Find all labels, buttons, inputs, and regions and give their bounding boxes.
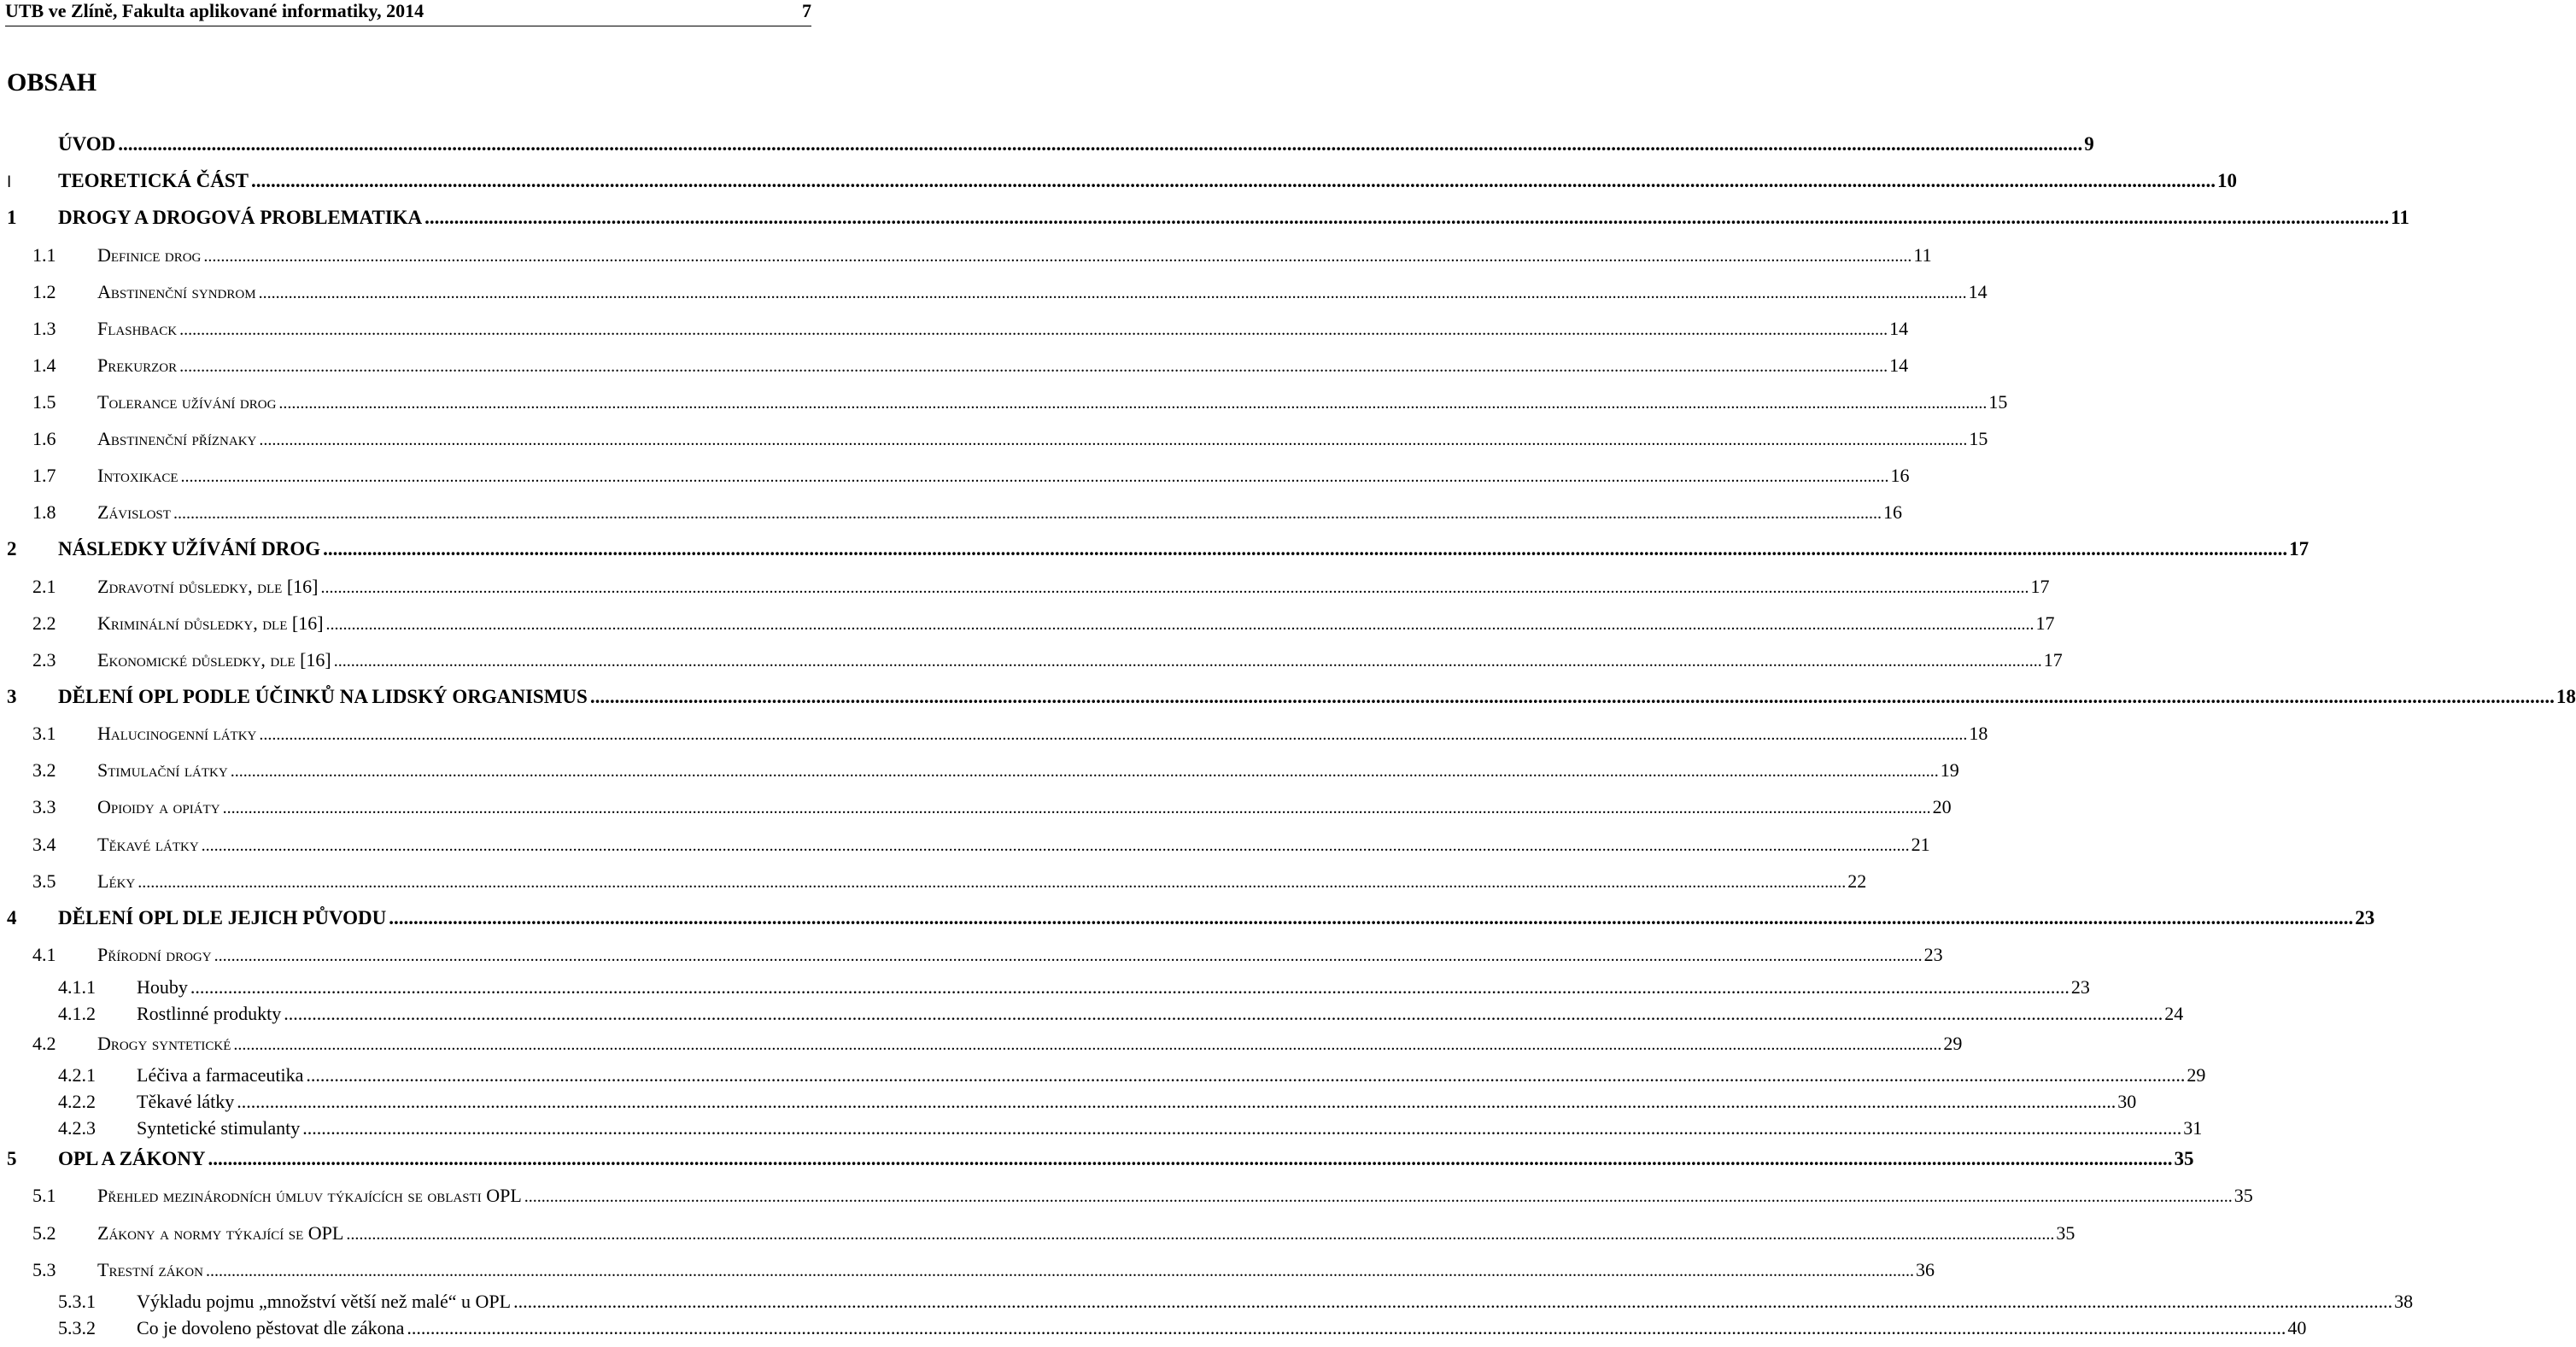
header-page-number: 7	[802, 0, 811, 21]
toc-entry-title: TEORETICKÁ ČÁST	[58, 170, 249, 191]
dot-leader: ................................................................................................................................................................................................................................................................................................................................................................................................................	[222, 799, 1931, 817]
toc-entry-number: 4	[7, 907, 17, 928]
dot-leader: ................................................................................................................................................................................................................................................................................................................................................................................................................	[259, 430, 1968, 449]
dot-leader: ................................................................................................................................................................................................................................................................................................................................................................................................................	[325, 615, 2034, 634]
dot-leader: ................................................................................................................................................................................................................................................................................................................................................................................................................	[278, 394, 1988, 413]
toc-entry-page: 14	[1889, 318, 1909, 339]
toc-entry-page: 29	[1943, 1033, 1963, 1054]
dot-leader: ................................................................................................................................................................................................................................................................................................................................................................................................................	[589, 686, 2555, 707]
toc-entry-page: 31	[2183, 1117, 2203, 1139]
toc-entry-page: 24	[2164, 1003, 2184, 1024]
toc-entry-page: 40	[2287, 1317, 2307, 1338]
toc-entry-title: DĚLENÍ OPL DLE JEJICH PŮVODU	[58, 907, 387, 928]
toc-entry-page: 23	[2355, 907, 2375, 928]
toc-entry-page: 15	[1988, 391, 2008, 413]
dot-leader: ................................................................................................................................................................................................................................................................................................................................................................................................................	[333, 652, 2042, 671]
toc-entry-number: 3.2	[32, 759, 56, 781]
toc-entry-number: 3.1	[32, 723, 56, 744]
toc-entry-page: 17	[2035, 612, 2055, 634]
toc-entry-number: 4.2	[32, 1033, 56, 1054]
dot-leader: ................................................................................................................................................................................................................................................................................................................................................................................................................	[302, 1117, 2182, 1139]
toc-entry-number: 1.2	[32, 281, 56, 302]
toc-entry-title: Trestní zákon	[97, 1259, 203, 1280]
dot-leader: ................................................................................................................................................................................................................................................................................................................................................................................................................	[389, 907, 2354, 928]
toc-entry-number: 3.3	[32, 796, 56, 817]
dot-leader: ................................................................................................................................................................................................................................................................................................................................................................................................................	[346, 1225, 2055, 1244]
toc-entry[interactable]	[32, 1033, 1963, 1055]
toc-entry-title: Houby	[137, 976, 188, 998]
dot-leader: ................................................................................................................................................................................................................................................................................................................................................................................................................	[320, 578, 2029, 597]
toc-entry-title: Léky	[97, 870, 136, 892]
toc-entry-title: Zákony a normy týkající se OPL	[97, 1222, 344, 1244]
dot-leader: ................................................................................................................................................................................................................................................................................................................................................................................................................	[258, 284, 1967, 302]
toc-entry-page: 23	[2070, 976, 2090, 998]
toc-entry-title: Abstinenční syndrom	[97, 281, 256, 302]
dot-leader: ................................................................................................................................................................................................................................................................................................................................................................................................................	[230, 762, 1939, 781]
toc-entry-number: 3	[7, 686, 17, 707]
dot-leader: ................................................................................................................................................................................................................................................................................................................................................................................................................	[524, 1187, 2233, 1206]
toc-entry-page: 19	[1940, 759, 1959, 781]
dot-leader: ................................................................................................................................................................................................................................................................................................................................................................................................................	[180, 467, 1889, 486]
toc-entry-number: 2	[7, 538, 17, 559]
toc-entry-title: Prekurzor	[97, 354, 178, 376]
toc-entry-number: 4.1	[32, 944, 56, 965]
toc-entry-title: Zdravotní důsledky, dle [16]	[97, 576, 319, 597]
toc-entry-number: 4.1.2	[58, 1003, 96, 1024]
toc-entry-page: 30	[2117, 1091, 2137, 1112]
toc-entry[interactable]	[7, 907, 2375, 929]
toc-entry-page: 21	[1911, 834, 1930, 855]
toc-entry-title: DĚLENÍ OPL PODLE ÚČINKŮ NA LIDSKÝ ORGANISMUS	[58, 686, 588, 707]
toc-title: OBSAH	[7, 68, 97, 97]
toc-entry-number: 5.3.2	[58, 1317, 96, 1338]
toc-entry-number: 1.1	[32, 244, 56, 266]
dot-leader: ................................................................................................................................................................................................................................................................................................................................................................................................................	[179, 357, 1888, 376]
dot-leader: ................................................................................................................................................................................................................................................................................................................................................................................................................	[205, 1262, 1914, 1280]
toc-entry-page: 14	[1889, 354, 1909, 376]
toc-entry[interactable]	[32, 723, 1988, 745]
toc-entry-title: Ekonomické důsledky, dle [16]	[97, 649, 331, 671]
toc-entry-page: 17	[2289, 538, 2310, 559]
dot-leader: ................................................................................................................................................................................................................................................................................................................................................................................................................	[233, 1035, 1942, 1054]
dot-leader: ................................................................................................................................................................................................................................................................................................................................................................................................................	[201, 836, 1910, 855]
toc-entry[interactable]	[58, 976, 2090, 999]
dot-leader: ................................................................................................................................................................................................................................................................................................................................................................................................................	[208, 1148, 2173, 1169]
toc-entry-page: 10	[2217, 170, 2238, 191]
toc-entry[interactable]	[32, 759, 1959, 782]
toc-entry[interactable]	[32, 244, 1932, 266]
toc-entry[interactable]	[58, 1317, 2307, 1339]
toc-entry-title: Stimulační látky	[97, 759, 228, 781]
toc-entry-page: 36	[1915, 1259, 1935, 1280]
toc-entry[interactable]	[32, 501, 1902, 524]
toc-entry-number: I	[7, 173, 12, 191]
toc-entry[interactable]	[32, 576, 2050, 598]
toc-entry[interactable]	[32, 612, 2055, 635]
toc-entry[interactable]	[58, 133, 2094, 155]
toc-entry-title: Co je dovoleno pěstovat dle zákona	[137, 1317, 405, 1338]
toc-entry-page: 20	[1932, 796, 1952, 817]
toc-entry-title: Přehled mezinárodních úmluv týkajících se oblasti OPL	[97, 1185, 522, 1206]
toc-entry-number: 4.2.1	[58, 1064, 96, 1086]
toc-entry[interactable]	[32, 354, 1909, 377]
dot-leader: ................................................................................................................................................................................................................................................................................................................................................................................................................	[173, 504, 1882, 523]
toc-entry[interactable]	[7, 538, 2310, 560]
toc-entry-page: 29	[2187, 1064, 2206, 1086]
toc-entry[interactable]	[32, 944, 1943, 966]
dot-leader: ................................................................................................................................................................................................................................................................................................................................................................................................................	[190, 976, 2070, 998]
toc-entry-title: Tolerance užívání drog	[97, 391, 277, 413]
toc-entry-title: Flashback	[97, 318, 178, 339]
toc-entry-page: 11	[1913, 244, 1932, 266]
toc-entry[interactable]	[32, 428, 1988, 450]
toc-entry[interactable]	[32, 281, 1988, 303]
toc-entry-page: 35	[2174, 1148, 2194, 1169]
toc-entry-page: 14	[1968, 281, 1988, 302]
toc-entry-number: 5.3.1	[58, 1291, 96, 1312]
toc-entry-title: Těkavé látky	[137, 1091, 235, 1112]
toc-entry-page: 17	[2030, 576, 2050, 597]
toc-entry-title: Drogy syntetické	[97, 1033, 231, 1054]
dot-leader: ................................................................................................................................................................................................................................................................................................................................................................................................................	[259, 725, 1968, 744]
toc-entry[interactable]	[7, 207, 2409, 229]
toc-entry-number: 1.5	[32, 391, 56, 413]
toc-entry-number: 2.1	[32, 576, 56, 597]
toc-entry[interactable]	[7, 686, 2576, 708]
toc-entry-title: Závislost	[97, 501, 171, 523]
toc-entry-number: 2.2	[32, 612, 56, 634]
toc-entry-page: 18	[2556, 686, 2576, 707]
toc-entry-title: Těkavé látky	[97, 834, 199, 855]
toc-entry-title: Léčiva a farmaceutika	[137, 1064, 304, 1086]
toc-entry-number: 5.1	[32, 1185, 56, 1206]
toc-entry-title: Opioidy a opiáty	[97, 796, 220, 817]
toc-entry-page: 17	[2043, 649, 2063, 671]
dot-leader: ................................................................................................................................................................................................................................................................................................................................................................................................................	[118, 133, 2083, 155]
toc-entry-number: 4.1.1	[58, 976, 96, 998]
toc-entry-number: 1.7	[32, 465, 56, 486]
toc-entry[interactable]	[32, 318, 1909, 340]
header-title: UTB ve Zlíně, Fakulta aplikované informatiky, 2014	[5, 0, 424, 21]
dot-leader: ................................................................................................................................................................................................................................................................................................................................................................................................................	[306, 1064, 2186, 1086]
toc-entry-title: Syntetické stimulanty	[137, 1117, 301, 1139]
toc-entry[interactable]	[32, 1259, 1935, 1281]
toc-entry-number: 4.2.2	[58, 1091, 96, 1112]
toc-entry-title: Definice drog	[97, 244, 202, 266]
toc-entry[interactable]	[7, 1148, 2194, 1170]
toc-entry-title: Výkladu pojmu „množství větší než malé“ u OPL	[137, 1291, 512, 1312]
toc-entry-number: 1.6	[32, 428, 56, 449]
toc-entry-page: 18	[1969, 723, 1988, 744]
toc-entry-page: 9	[2084, 133, 2094, 155]
dot-leader: ................................................................................................................................................................................................................................................................................................................................................................................................................	[251, 170, 2216, 191]
toc-entry-page: 22	[1847, 870, 1867, 892]
toc-entry-title: Přírodní drogy	[97, 944, 212, 965]
toc-entry-title: Abstinenční příznaky	[97, 428, 257, 449]
dot-leader: ................................................................................................................................................................................................................................................................................................................................................................................................................	[513, 1291, 2393, 1312]
toc-entry-title: Intoxikace	[97, 465, 179, 486]
dot-leader: ................................................................................................................................................................................................................................................................................................................................................................................................................	[284, 1003, 2163, 1024]
toc-entry-number: 5.2	[32, 1222, 56, 1244]
toc-entry-number: 1.3	[32, 318, 56, 339]
toc-entry-page: 15	[1969, 428, 1988, 449]
toc-entry[interactable]	[32, 465, 1910, 487]
toc-entry-page: 38	[2394, 1291, 2414, 1312]
toc-entry-number: 5.3	[32, 1259, 56, 1280]
dot-leader: ................................................................................................................................................................................................................................................................................................................................................................................................................	[214, 946, 1923, 965]
toc-entry-page: 11	[2391, 207, 2409, 228]
toc-entry[interactable]	[58, 1117, 2203, 1139]
dot-leader: ................................................................................................................................................................................................................................................................................................................................................................................................................	[424, 207, 2390, 228]
toc-entry-page: 16	[1882, 501, 1902, 523]
dot-leader: ................................................................................................................................................................................................................................................................................................................................................................................................................	[323, 538, 2288, 559]
toc-entry-title: OPL A ZÁKONY	[58, 1148, 206, 1169]
toc-entry[interactable]	[32, 391, 2008, 413]
dot-leader: ................................................................................................................................................................................................................................................................................................................................................................................................................	[203, 247, 1912, 266]
toc-entry-title: Halucinogenní látky	[97, 723, 257, 744]
toc-entry[interactable]	[58, 1291, 2414, 1313]
toc-entry-title: Rostlinné produkty	[137, 1003, 282, 1024]
toc-entry[interactable]	[58, 1003, 2184, 1025]
toc-entry-number: 2.3	[32, 649, 56, 671]
toc-entry-page: 35	[2056, 1222, 2075, 1244]
toc-entry-number: 5	[7, 1148, 17, 1169]
toc-entry[interactable]	[32, 834, 1930, 856]
toc-entry[interactable]	[32, 1222, 2075, 1245]
toc-entry[interactable]	[32, 870, 1867, 893]
toc-entry-title: ÚVOD	[58, 133, 116, 155]
toc-entry[interactable]	[7, 170, 2238, 192]
dot-leader: ................................................................................................................................................................................................................................................................................................................................................................................................................	[179, 320, 1888, 339]
dot-leader: ................................................................................................................................................................................................................................................................................................................................................................................................................	[237, 1091, 2116, 1112]
toc-entry[interactable]	[58, 1064, 2206, 1086]
toc-entry-page: 35	[2234, 1185, 2253, 1206]
toc-entry[interactable]	[32, 1185, 2253, 1207]
toc-entry-title: Kriminální důsledky, dle [16]	[97, 612, 324, 634]
toc-entry-number: 4.2.3	[58, 1117, 96, 1139]
toc-entry-page: 23	[1923, 944, 1943, 965]
toc-entry-number: 1.8	[32, 501, 56, 523]
toc-entry-number: 1.4	[32, 354, 56, 376]
toc-entry-number: 3.5	[32, 870, 56, 892]
dot-leader: ................................................................................................................................................................................................................................................................................................................................................................................................................	[138, 873, 1847, 892]
toc-entry-title: DROGY A DROGOVÁ PROBLEMATIKA	[58, 207, 423, 228]
toc-entry-title: NÁSLEDKY UŽÍVÁNÍ DROG	[58, 538, 321, 559]
toc-entry-number: 3.4	[32, 834, 56, 855]
toc-entry[interactable]	[32, 796, 1952, 818]
toc-entry[interactable]	[32, 649, 2063, 671]
toc-entry-page: 16	[1890, 465, 1910, 486]
dot-leader: ................................................................................................................................................................................................................................................................................................................................................................................................................	[407, 1317, 2286, 1338]
toc-entry-number: 1	[7, 207, 17, 228]
toc-entry[interactable]	[58, 1091, 2137, 1113]
